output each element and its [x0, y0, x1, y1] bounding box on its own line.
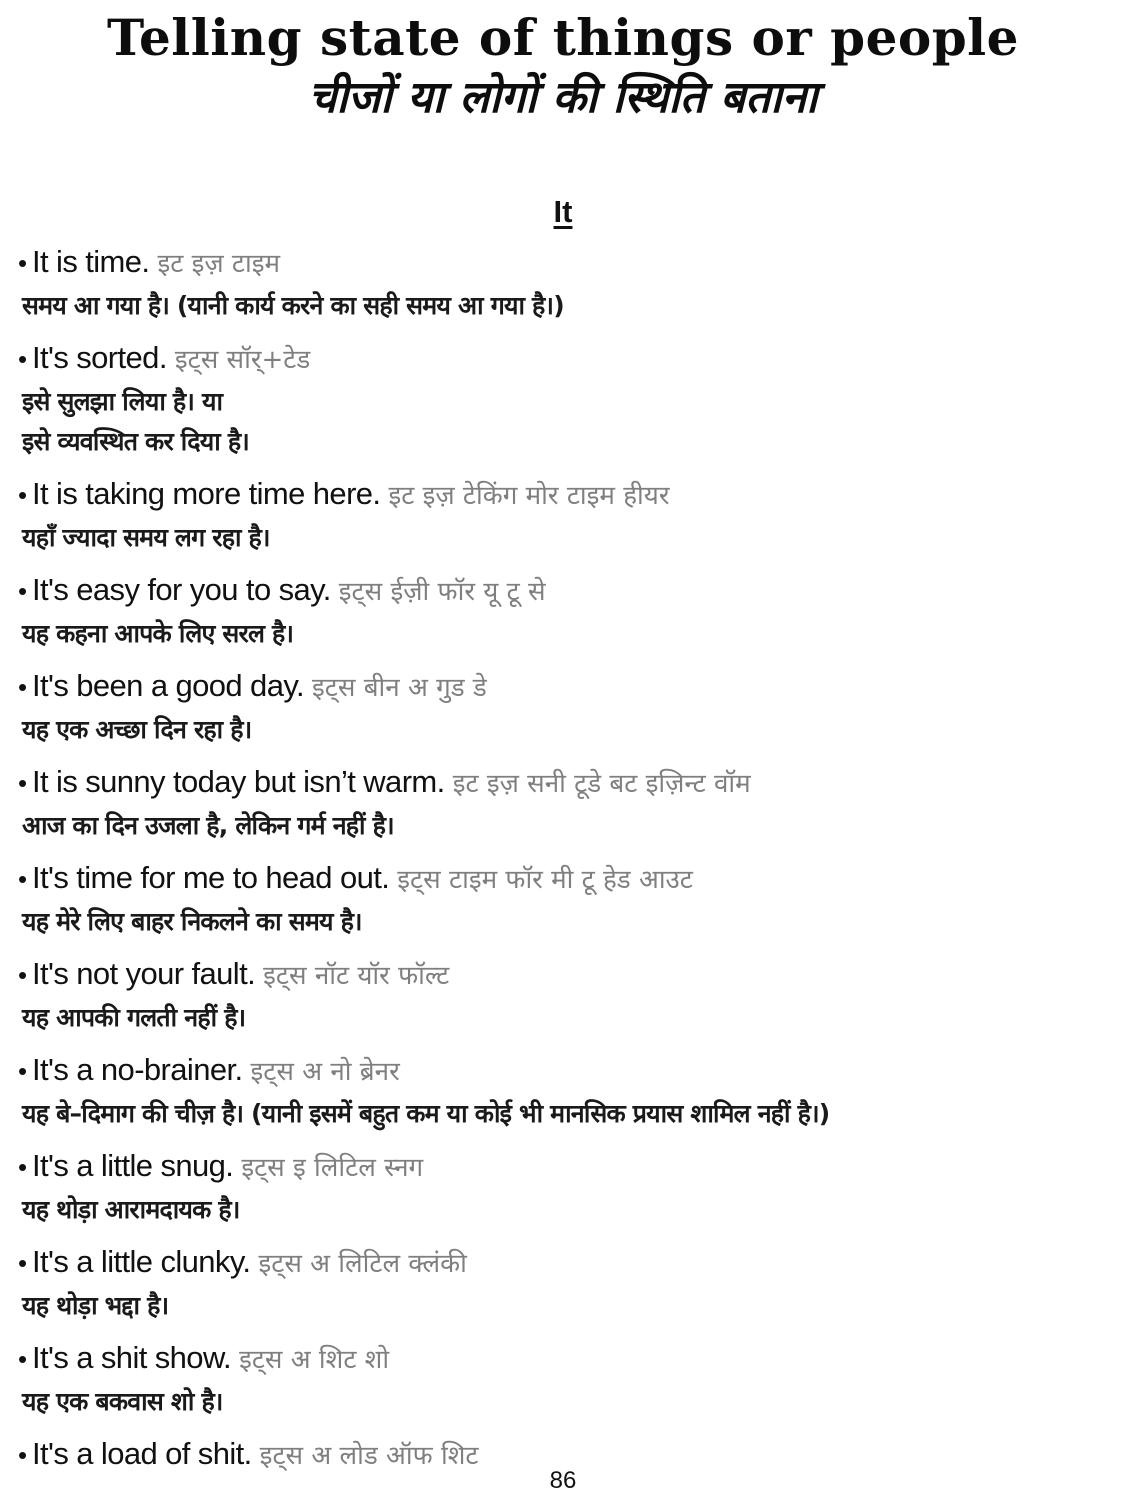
section-heading: [0, 192, 1126, 232]
phrase-entry: [18, 1048, 1118, 1134]
phrase-pronunciation: इट्स बीन अ गुड डे: [311, 673, 487, 703]
bullet: •: [18, 864, 27, 894]
phrase-hindi-translation: यह आपकी गलती नहीं है।: [22, 1003, 246, 1032]
phrase-english-line: [18, 1240, 1118, 1286]
phrase-hindi-translation: समय आ गया है। (यानी कार्य करने का सही समय आ गया है।): [22, 291, 564, 320]
phrase-entry: [18, 1144, 1118, 1230]
phrase-pronunciation: इट इज़ टेकिंग मोर टाइम हीयर: [388, 481, 670, 511]
phrase-english-line: [18, 856, 1118, 902]
phrase-pronunciation: इट्स ईज़ी फॉर यू टू से: [338, 577, 546, 607]
phrase-english: It's a little snug.: [32, 1148, 234, 1183]
phrase-english-line: [18, 1048, 1118, 1094]
bullet: •: [18, 1152, 27, 1182]
phrase-hindi-translation: इसे व्यवस्थित कर दिया है।: [22, 427, 249, 456]
phrase-english-line: [18, 1336, 1118, 1382]
phrase-entry: [18, 856, 1118, 942]
bullet: •: [18, 1344, 27, 1374]
phrase-english: It is time.: [32, 244, 150, 279]
phrase-english: It's a no-brainer.: [32, 1052, 243, 1087]
phrase-pronunciation: इट्स अ लोड ऑफ शिट: [259, 1441, 479, 1471]
phrase-english: It's a load of shit.: [32, 1436, 252, 1471]
phrase-hindi-translation: इसे सुलझा लिया है। या: [22, 387, 223, 416]
phrase-hindi-translation: यह कहना आपके लिए सरल है।: [22, 619, 294, 648]
phrase-entry: [18, 240, 1118, 326]
page-number: 86: [549, 1467, 577, 1494]
phrase-pronunciation: इट्स इ लिटिल स्नग: [241, 1153, 424, 1183]
phrase-english: It's been a good day.: [32, 668, 304, 703]
phrase-pronunciation: इट्स नॉट यॉर फॉल्ट: [263, 961, 450, 991]
phrase-entry: [18, 568, 1118, 654]
page-title: Telling state of things or people: [106, 8, 1019, 67]
phrase-english: It's easy for you to say.: [32, 572, 331, 607]
bullet: •: [18, 576, 27, 606]
phrase-english-line: [18, 952, 1118, 998]
section-heading-text: It: [553, 194, 573, 229]
bullet: •: [18, 1056, 27, 1086]
phrase-hindi-translation: यह बे–दिमाग की चीज़ है। (यानी इसमें बहुत कम या कोई भी मानसिक प्रयास शामिल नहीं है।): [22, 1099, 830, 1128]
phrase-entry: [18, 1240, 1118, 1326]
phrase-pronunciation: इट्स अ लिटिल क्लंकी: [258, 1249, 467, 1279]
phrase-english: It is sunny today but isn’t warm.: [32, 764, 445, 799]
bullet: •: [18, 344, 27, 374]
phrase-english-line: [18, 1144, 1118, 1190]
phrase-english: It's time for me to head out.: [32, 860, 390, 895]
phrase-list: [18, 240, 1118, 1488]
bullet: •: [18, 480, 27, 510]
phrase-hindi-translation: यह मेरे लिए बाहर निकलने का समय है।: [22, 907, 362, 936]
phrase-english-line: [18, 240, 1118, 286]
phrase-entry: [18, 472, 1118, 558]
phrase-hindi-translation: यह एक अच्छा दिन रहा है।: [22, 715, 252, 744]
bullet: •: [18, 768, 27, 798]
bullet: •: [18, 248, 27, 278]
phrase-hindi-translation: आज का दिन उजला है, लेकिन गर्म नहीं है।: [22, 811, 394, 840]
phrase-hindi-translation: यह थोड़ा भद्दा है।: [22, 1291, 169, 1320]
phrase-pronunciation: इट इज़ सनी टूडे बट इज़िन्ट वॉम: [452, 769, 751, 799]
phrase-english-line: [18, 760, 1118, 806]
phrase-hindi-translation: यह एक बकवास शो है।: [22, 1387, 223, 1416]
bullet: •: [18, 1440, 27, 1470]
phrase-hindi-translation: यह थोड़ा आरामदायक है।: [22, 1195, 240, 1224]
phrase-pronunciation: इट्स अ नो ब्रेनर: [250, 1057, 400, 1087]
phrase-entry: [18, 760, 1118, 846]
phrase-english-line: [18, 336, 1118, 382]
phrase-english-line: [18, 664, 1118, 710]
phrase-english: It's a little clunky.: [32, 1244, 251, 1279]
page-title-hindi: चीजों या लोगों की स्थिति बताना: [308, 72, 818, 123]
phrase-hindi-translation: यहाँ ज्यादा समय लग रहा है।: [22, 523, 270, 552]
phrase-entry: [18, 952, 1118, 1038]
phrase-entry: [18, 664, 1118, 750]
phrase-entry: [18, 1336, 1118, 1422]
phrase-pronunciation: इट्स टाइम फॉर मी टू हेड आउट: [397, 865, 693, 895]
bullet: •: [18, 960, 27, 990]
phrase-entry: [18, 336, 1118, 462]
phrase-english-line: [18, 472, 1118, 518]
phrase-english: It's sorted.: [32, 340, 167, 375]
phrase-english: It's not your fault.: [32, 956, 256, 991]
phrase-pronunciation: इट्स अ शिट शो: [239, 1345, 390, 1375]
phrase-english-line: [18, 568, 1118, 614]
bullet: •: [18, 672, 27, 702]
bullet: •: [18, 1248, 27, 1278]
phrase-english: It's a shit show.: [32, 1340, 232, 1375]
phrase-pronunciation: इट्स सॉर्+टेड: [174, 345, 311, 375]
phrase-english: It is taking more time here.: [32, 476, 381, 511]
phrase-pronunciation: इट इज़ टाइम: [157, 249, 281, 279]
